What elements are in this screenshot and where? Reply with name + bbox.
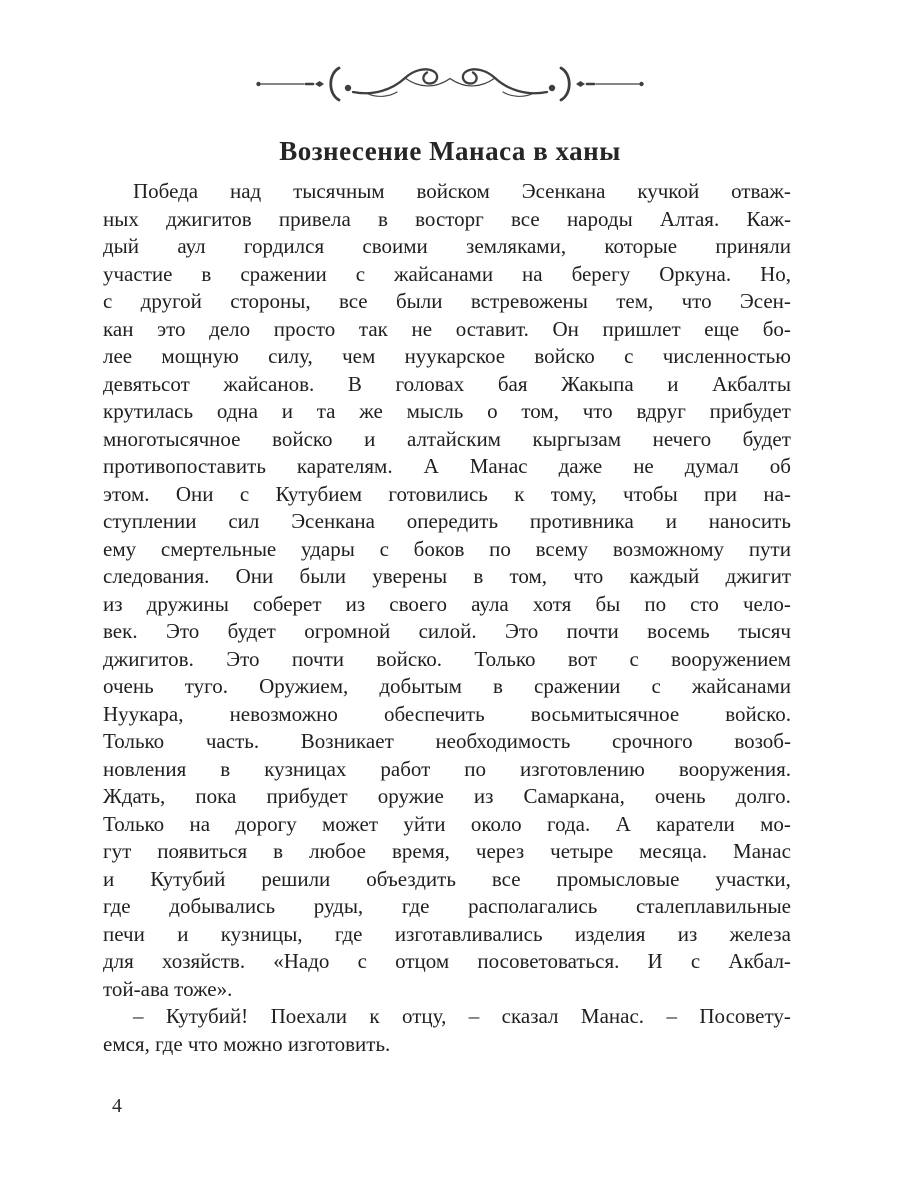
text-line: Только часть. Возникает необходимость срочного возоб- [103, 729, 791, 753]
text-line: той-ава тоже». [103, 976, 233, 1001]
page-number: 4 [112, 1095, 122, 1117]
text-line: многотысячное войско и алтайским кыргызам нечего будет [103, 426, 791, 451]
text-line: джигитов. Это почти войско. Только вот с вооружением [103, 646, 791, 671]
text-line: печи и кузницы, где изготавливались изделия из железа [103, 921, 791, 946]
text-line: Ждать, пока прибудет оружие из Самаркана, очень долго. [103, 784, 791, 808]
text-line: девятьсот жайсанов. В головах бая Жакыпа и Акбалты [103, 371, 791, 396]
text-line: очень туго. Оружием, добытым в сражении с жайсанами [103, 674, 791, 698]
text-line: Нуукара, невозможно обеспечить восьмитысячное войско. [103, 701, 791, 726]
text-line: ему смертельные удары с боков по всему возможному пути [103, 536, 791, 561]
text-line: противопоставить карателям. А Манас даже не думал об [103, 454, 791, 478]
flourish-icon [255, 62, 645, 106]
text-line: Только на дорогу может уйти около года. А каратели мо- [103, 811, 791, 836]
text-line: Победа над тысячным войском Эсенкана кучкой отваж- [133, 179, 791, 203]
page-body [103, 178, 791, 1058]
text-line: крутилась одна и та же мысль о том, что вдруг прибудет [103, 399, 791, 423]
text-line: с другой стороны, все были встревожены тем, что Эсен- [103, 289, 791, 313]
text-line: и Кутубий решили объездить все промысловые участки, [103, 866, 791, 891]
text-line: ступлении сил Эсенкана опередить противника и наносить [103, 509, 791, 533]
text-line: этом. Они с Кутубием готовились к тому, чтобы при на- [103, 481, 791, 506]
text-line: – Кутубий! Поехали к отцу, – сказал Манас. – Посовету- [133, 1004, 791, 1028]
text-line: век. Это будет огромной силой. Это почти восемь тысяч [103, 619, 791, 643]
text-line: из дружины соберет из своего аула хотя бы по сто чело- [103, 591, 791, 616]
text-line: участие в сражении с жайсанами на берегу Оркуна. Но, [103, 261, 791, 286]
text-line: следования. Они были уверены в том, что каждый джигит [103, 564, 791, 588]
text-line: новления в кузницах работ по изготовлению вооружения. [103, 756, 791, 781]
text-line: ных джигитов привела в восторг все народы Алтая. Каж- [103, 206, 791, 231]
text-line: где добывались руды, где располагались сталеплавильные [103, 894, 791, 918]
text-line: емся, где что можно изготовить. [103, 1031, 391, 1056]
text-line: дый аул гордился своими земляками, которые приняли [103, 234, 791, 258]
text-line: для хозяйств. «Надо с отцом посоветоваться. И с Акбал- [103, 949, 791, 973]
chapter-title: Вознесение Манаса в ханы [279, 136, 621, 167]
text-line: лее мощную силу, чем нуукарское войско с численностью [103, 344, 791, 368]
ornament-divider [255, 62, 645, 111]
text-line: кан это дело просто так не оставит. Он пришлет еще бо- [103, 316, 791, 341]
text-line: гут появиться в любое время, через четыре месяца. Манас [103, 839, 791, 863]
